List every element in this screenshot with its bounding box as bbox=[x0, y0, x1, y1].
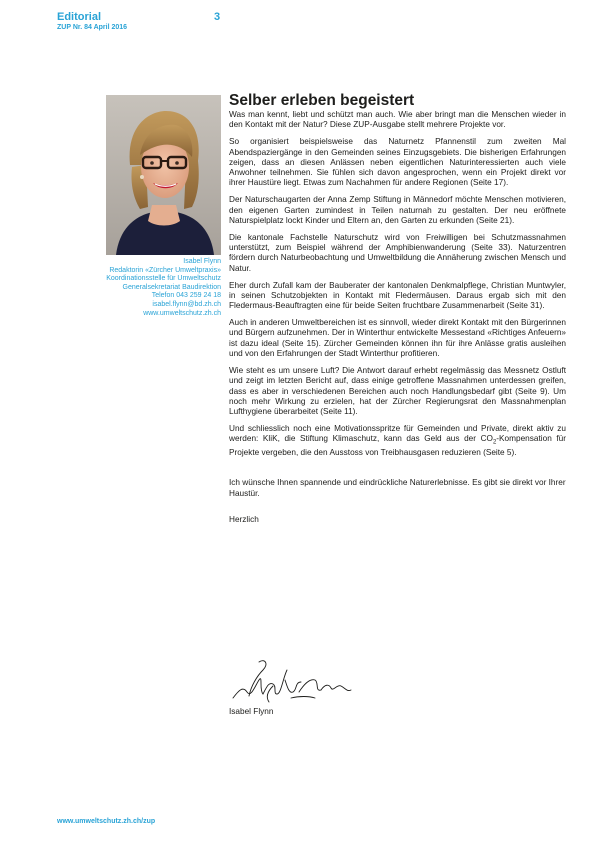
article-body bbox=[229, 110, 566, 532]
subscript-2: 2 bbox=[492, 439, 497, 446]
caption-unit: Koordinationsstelle für Umweltschutz bbox=[106, 275, 221, 283]
portrait-caption bbox=[60, 258, 221, 318]
caption-website[interactable]: www.umweltschutz.zh.ch bbox=[143, 309, 221, 317]
issue-label: ZUP Nr. 84 April 2016 bbox=[57, 24, 128, 31]
paragraph: Der Naturschaugarten der Anna Zemp Stiftung in Männedorf möchte Menschen motivieren, den eigenen Garten zumindest in Teilen naturnah zu gestalten. Der neu eröffnete Naturspielplatz lockt Kinder und Eltern an, den Garten zu erkunden (Seite 21). bbox=[229, 195, 566, 225]
greeting-text: Herzlich bbox=[229, 514, 259, 524]
section-title: Editorial bbox=[57, 11, 102, 23]
paragraph: Was man kennt, liebt und schützt man auch. Wie aber bringt man die Menschen wieder in den Kontakt mit der Natur? Diese ZUP-Ausgabe stellt mehrere Projekte vor. bbox=[229, 110, 566, 130]
footer-url[interactable]: www.umweltschutz.zh.ch/zup bbox=[57, 818, 156, 825]
paragraph-text: Und schliesslich noch eine Motivationsspritze für Gemeinden und Private, direkt aktiv zu werden: KliK, die Stiftung Klimaschutz, kann das Geld aus der CO bbox=[229, 424, 566, 444]
paragraph: Wie steht es um unsere Luft? Die Antwort darauf erhebt regelmässig das Messnetz Ostluft und zeigt im letzten Bericht auf, dass einige getroffene Massnahmen unterdessen greifen, dass es aber in verschiedenen Bereichen auch noch Handlungsbedarf gibt (Seite 9). Um noch mehr Wirkung zu erzielen, hat der Zürcher Regierungsrat den Massnahmenplan Lufthygiene überarbeitet (Seite 11). bbox=[229, 366, 566, 417]
paragraph: Die kantonale Fachstelle Naturschutz wird von Freiwilligen bei Schutzmassnahmen unterstützt, zum Beispiel während der Amphibienwanderung (Seite 33). Naturzentren fördern durch Naturbeobachtung und Umweltbildung die Annäherung zwischen Mensch und Natur. bbox=[229, 232, 566, 273]
paragraph bbox=[229, 424, 566, 458]
author-portrait bbox=[106, 95, 221, 255]
caption-name: Isabel Flynn bbox=[183, 258, 221, 265]
paragraph-text: -Kompensation für Projekte vergeben, die den Ausstoss von Treibhausgasen reduzieren (Seite 5). bbox=[229, 434, 566, 458]
caption-department: Generalsekretariat Baudirektion bbox=[122, 283, 221, 291]
handwritten-signature bbox=[229, 656, 354, 704]
paragraph: Eher durch Zufall kam der Bauberater der kantonalen Denkmalpflege, Christian Muntwyler, in seinen Schutzobjekten in Kontakt mit Fledermäusen. Daraus ergab sich mit den Fledermaus-Beauftragten eine für beide Seiten fruchtbare Zusammenarbeit (Seite 31). bbox=[229, 280, 566, 311]
paragraph: So organisiert beispielsweise das Naturnetz Pfannenstil zum zweiten Mal Abendspaziergänge in den Gemeinden seines Einzugsgebiets. Die bisherigen Erfahrungen zeigen, dass an diesen Anlässen neben eigentlichen Naturinteressierten auch viele Anwohner teilnehmen. Sie fühlen sich davon angesprochen, wenn ein Projekt direkt vor ihrer Haustüre liegt. Etwas zum Nachahmen für andere Regionen (Seite 17). bbox=[229, 137, 566, 188]
closing-text: Ich wünsche Ihnen spannende und eindrückliche Naturerlebnisse. Es gibt sie direkt vor Ihrer Haustür. bbox=[229, 478, 566, 498]
signer-name: Isabel Flynn bbox=[229, 707, 274, 716]
article-headline: Selber erleben begeistert bbox=[229, 92, 415, 109]
caption-role: Redaktorin «Zürcher Umweltpraxis» bbox=[109, 266, 221, 274]
caption-email[interactable]: isabel.flynn@bd.zh.ch bbox=[152, 300, 221, 308]
caption-phone: Telefon 043 259 24 18 bbox=[151, 292, 221, 300]
paragraph: Auch in anderen Umweltbereichen ist es sinnvoll, wieder direkt Kontakt mit den Bürgerinnen und Bürgern aufzunehmen. Der in Winterthur entwickelte Messestand «Richtiges Anfeuern» ist dazu ideal (Seite 15). Zürcher Gemeinden können ihn für ihre Anlässe gratis ausleihen und von den Erfahrungen der Stadt Winterthur profitieren. bbox=[229, 318, 566, 358]
page-number: 3 bbox=[214, 11, 221, 23]
